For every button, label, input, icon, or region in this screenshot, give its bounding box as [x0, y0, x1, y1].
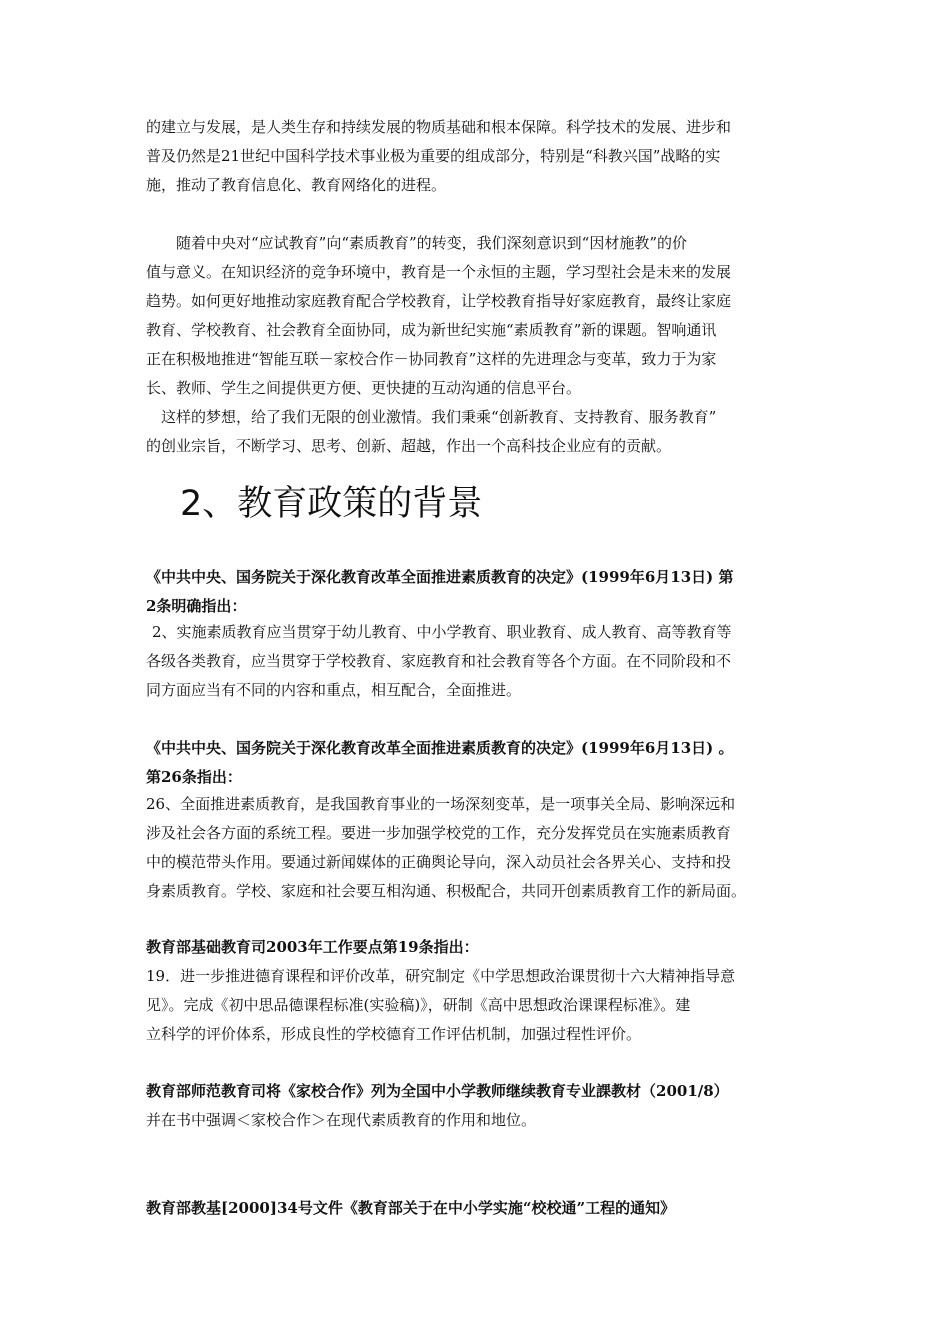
text-line: 《中共中央、国务院关于深化教育改革全面推进素质教育的决定》(1999年6月13日) 第	[146, 568, 734, 586]
text-line: 趋势。如何更好地推动家庭教育配合学校教育，让学校教育指导好家庭教育，最终让家庭	[146, 292, 732, 310]
intro-paragraph-1	[146, 113, 812, 200]
text-line: 普及仍然是21世纪中国科学技术事业极为重要的组成部分，特别是“科教兴国”战略的实	[146, 147, 721, 165]
text-line: 《中共中央、国务院关于深化教育改革全面推进素质教育的决定》(1999年6月13日) 。	[146, 739, 734, 757]
text-line: 随着中央对“应试教育”向“素质教育”的转变，我们深刻意识到“因材施教”的价	[176, 234, 688, 252]
policy-4-heading	[146, 1077, 812, 1106]
text-line: 2、实施素质教育应当贯穿于幼儿教育、中小学教育、职业教育、成人教育、高等教育等	[152, 623, 732, 641]
text-line: 涉及社会各方面的系统工程。要进一步加强学校党的工作，充分发挥党员在实施素质教育	[146, 824, 732, 842]
text-line: 的创业宗旨，不断学习、思考、创新、超越，作出一个高科技企业应有的贡献。	[146, 437, 672, 455]
text-line: 教育部师范教育司将《家校合作》列为全国中小学教师继续教育专业課教材（2001/8）	[146, 1082, 729, 1100]
text-line: 这样的梦想，给了我们无限的创业激情。我们秉乘“创新教育、支持教育、服务教育”	[161, 408, 717, 426]
section-title: 2、教育政策的背景	[180, 484, 483, 524]
text-line: 立科学的评价体系，形成良性的学校德育工作评估机制，加强过程性评价。	[146, 1025, 642, 1043]
text-line: 26、全面推进素质教育，是我国教育事业的一场深刻变革，是一项事关全局、影响深远和	[146, 795, 736, 813]
policy-4-body	[146, 1106, 812, 1135]
text-line: 同方面应当有不同的内容和重点，相互配合，全面推进。	[146, 681, 522, 699]
text-line: 施，推动了教育信息化、教育网络化的进程。	[146, 176, 447, 194]
text-line: 中的模范带头作用。要通过新闻媒体的正确舆论导向，深入动员社会各界关心、支持和投	[146, 853, 732, 871]
policy-3-heading	[146, 933, 812, 962]
intro-paragraph-3	[146, 403, 812, 461]
text-line: 身素质教育。学校、家庭和社会要互相沟通、积极配合，共同开创素质教育工作的新局面。	[146, 882, 747, 900]
policy-1-body	[146, 618, 812, 705]
policy-5-heading	[146, 1194, 812, 1223]
text-line: 并在书中强调＜家校合作＞在现代素质教育的作用和地位。	[146, 1111, 537, 1129]
policy-2-body	[146, 790, 812, 906]
text-line: 2条明确指出：	[146, 597, 247, 615]
text-line: 的建立与发展，是人类生存和持续发展的物质基础和根本保障。科学技术的发展、进步和	[146, 118, 732, 136]
text-line: 见》。完成《初中思品德课程标准(实验稿)》，研制《高中思想政治课课程标准》。建	[146, 996, 691, 1014]
text-line: 教育部基础教育司2003年工作要点第19条指出：	[146, 938, 479, 956]
text-line: 教育、学校教育、社会教育全面协同，成为新世纪实施“素质教育”新的课题。智响通讯	[146, 321, 717, 339]
intro-paragraph-2	[146, 229, 812, 403]
text-line: 值与意义。在知识经济的竞争环境中，教育是一个永恒的主题，学习型社会是未来的发展	[146, 263, 732, 281]
policy-2-heading	[146, 734, 812, 792]
policy-3-body	[146, 962, 812, 1049]
text-line: 各级各类教育，应当贯穿于学校教育、家庭教育和社会教育等各个方面。在不同阶段和不	[146, 652, 732, 670]
text-line: 长、教师、学生之间提供更方便、更快捷的互动沟通的信息平台。	[146, 379, 582, 397]
text-line: 教育部教基[2000]34号文件《教育部关于在中小学实施“校校通”工程的通知》	[146, 1199, 676, 1217]
text-line: 第26条指出：	[146, 768, 242, 786]
text-line: 19．进一步推进德育课程和评价改革，研究制定《中学思想政治课贯彻十六大精神指导意	[146, 967, 736, 985]
policy-1-heading	[146, 563, 812, 621]
text-line: 正在积极地推进“智能互联－家校合作－协同教育”这样的先进理念与变革，致力于为家	[146, 350, 717, 368]
